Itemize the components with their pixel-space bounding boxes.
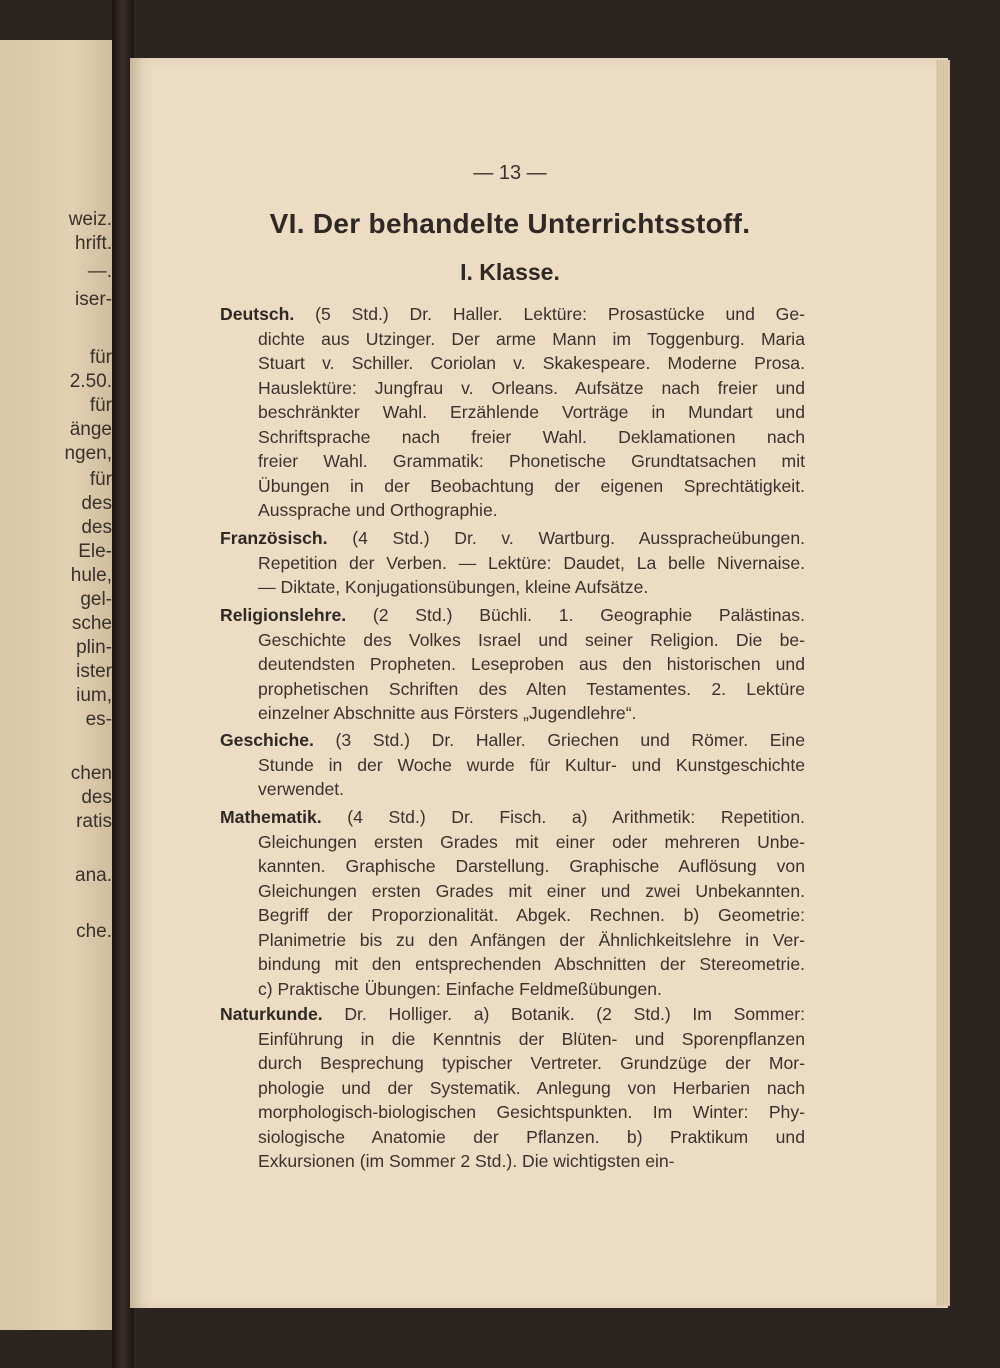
left-page-fragment: des — [81, 517, 112, 538]
left-page-fragment: 2.50. — [69, 371, 112, 392]
line-text: Repetition der Verben. — Lektüre: Daudet, La belle Nivernaise. — [258, 552, 805, 573]
left-page-fragment: des — [81, 493, 112, 514]
line-text: Schriftsprache nach freier Wahl. Deklamationen nach — [258, 426, 805, 447]
line-text: c) Praktische Übungen: Einfache Feldmeßübungen. — [258, 978, 662, 999]
left-page-fragment: sche — [71, 613, 112, 634]
line-text: kannten. Graphische Darstellung. Graphische Auflösung von — [258, 856, 805, 876]
left-page-fragment: ngen, — [64, 443, 112, 464]
line-text: Planimetrie bis zu den Anfängen der Ähnlichkeitslehre in Ver- — [258, 929, 805, 950]
subject-section — [220, 1002, 805, 1174]
line-text: verwendet. — [258, 779, 345, 799]
left-page-fragment: weiz. — [68, 209, 112, 230]
text-line — [220, 498, 805, 523]
text-line — [220, 753, 805, 778]
left-page-fragment: gel- — [80, 589, 112, 610]
left-page-fragment: es- — [85, 709, 112, 730]
text-line — [220, 603, 805, 628]
line-text: phologie und der Systematik. Anlegung von Herbarien nach — [258, 1077, 805, 1098]
text-line — [220, 830, 805, 855]
text-line — [220, 1125, 805, 1150]
line-text: freier Wahl. Grammatik: Phonetische Grundtatsachen mit — [258, 451, 805, 471]
class-title: I. Klasse. — [460, 259, 560, 285]
text-line — [220, 400, 805, 425]
line-text: beschränkter Wahl. Erzählende Vorträge in Mundart und — [258, 402, 805, 422]
line-text: (5 Std.) Dr. Haller. Lektüre: Prosastücke und Ge- — [294, 304, 805, 324]
subject-heading: Mathematik. — [220, 807, 322, 827]
text-line — [220, 1076, 805, 1101]
left-page-fragment: iser- — [75, 289, 112, 310]
line-text: Begriff der Proporzionalität. Abgek. Rechnen. b) Geometrie: — [258, 905, 805, 925]
line-text: Stuart v. Schiller. Coriolan v. Skakespeare. Moderne Prosa. — [258, 353, 805, 373]
line-text: Hauslektüre: Jungfrau v. Orleans. Aufsätze nach freier und — [258, 377, 805, 398]
text-line — [220, 526, 805, 551]
text-line — [220, 474, 805, 499]
subject-section — [220, 526, 805, 600]
left-page-fragment: für — [89, 469, 112, 490]
subject-heading: Naturkunde. — [220, 1004, 323, 1024]
text-line — [220, 728, 805, 753]
text-line — [220, 449, 805, 474]
line-text: einzelner Abschnitte aus Försters „Jugendlehre“. — [258, 703, 637, 723]
line-text: Dr. Holliger. a) Botanik. (2 Std.) Im Sommer: — [322, 1004, 805, 1024]
line-text: prophetischen Schriften des Alten Testamentes. 2. Lektüre — [258, 678, 805, 699]
left-page-fragment: ium, — [76, 685, 112, 706]
text-line — [220, 952, 805, 977]
left-page-fragment: —. — [87, 261, 112, 282]
line-text: (2 Std.) Büchli. 1. Geographie Palästinas. — [346, 605, 805, 625]
left-page-fragment: chen — [70, 763, 112, 784]
line-text: Gleichungen ersten Grades mit einer und zwei Unbekannten. — [258, 880, 805, 901]
text-line — [220, 1100, 805, 1125]
page-number: — 13 — — [473, 162, 547, 184]
subject-heading: Religionslehre. — [220, 605, 347, 625]
line-text: durch Besprechung typischer Vertreter. Grundzüge der Mor- — [258, 1053, 805, 1073]
text-line — [220, 854, 805, 879]
text-line — [220, 652, 805, 677]
left-page-fragment: plin- — [76, 637, 112, 658]
text-line — [220, 977, 805, 1002]
chapter-title: VI. Der behandelte Unterrichtsstoff. — [269, 208, 751, 239]
subject-heading: Geschiche. — [220, 730, 314, 750]
text-line — [220, 1051, 805, 1076]
subject-heading: Französisch. — [220, 528, 328, 548]
left-page-fragment: ratis — [76, 811, 112, 832]
subject-section — [220, 302, 805, 523]
line-text: (4 Std.) Dr. v. Wartburg. Ausspracheübungen. — [327, 528, 805, 548]
text-line — [220, 677, 805, 702]
line-text: Exkursionen (im Sommer 2 Std.). Die wichtigsten ein- — [258, 1151, 675, 1171]
left-page-fragment: ana. — [75, 865, 112, 886]
text-line — [220, 805, 805, 830]
text-line — [220, 903, 805, 928]
left-page-fragment: che. — [76, 921, 112, 942]
left-page-fragment: des — [81, 787, 112, 808]
line-text: bindung mit den entsprechenden Abschnitten der Stereometrie. — [258, 954, 805, 974]
line-text: (4 Std.) Dr. Fisch. a) Arithmetik: Repetition. — [321, 807, 805, 827]
line-text: — Diktate, Konjugationsübungen, kleine Aufsätze. — [258, 577, 649, 597]
text-line — [220, 425, 805, 450]
line-text: Geschichte des Volkes Israel und seiner Religion. Die be- — [258, 629, 805, 650]
subject-heading: Deutsch. — [220, 304, 295, 324]
text-line — [220, 701, 805, 726]
line-text: Übungen in der Beobachtung der eigenen Sprechtätigkeit. — [258, 475, 805, 496]
text-line — [220, 628, 805, 653]
text-line — [220, 1002, 805, 1027]
subject-section — [220, 603, 805, 726]
text-line — [220, 351, 805, 376]
text-line — [220, 327, 805, 352]
text-line — [220, 928, 805, 953]
line-text: (3 Std.) Dr. Haller. Griechen und Römer. Eine — [313, 730, 805, 750]
line-text: Aussprache und Orthographie. — [258, 500, 498, 520]
text-line — [220, 302, 805, 327]
left-page-fragment: für — [89, 395, 112, 416]
text-line — [220, 1027, 805, 1052]
text-line — [220, 1149, 805, 1174]
left-page-fragment: ister — [76, 661, 112, 682]
left-page-fragment: für — [89, 347, 112, 368]
line-text: Einführung in die Kenntnis der Blüten- und Sporenpflanzen — [258, 1028, 805, 1049]
subject-section — [220, 805, 805, 1001]
line-text: dichte aus Utzinger. Der arme Mann im Toggenburg. Maria — [258, 328, 805, 349]
page-edge — [936, 60, 950, 1306]
text-line — [220, 575, 805, 600]
left-page-fragment: hrift. — [75, 233, 112, 254]
text-line — [220, 376, 805, 401]
line-text: morphologisch-biologischen Gesichtspunkten. Im Winter: Phy- — [258, 1102, 805, 1122]
text-line — [220, 777, 805, 802]
text-line — [220, 879, 805, 904]
left-page-fragment: änge — [69, 419, 112, 440]
line-text: deutendsten Propheten. Leseproben aus den historischen und — [258, 654, 805, 674]
line-text: Gleichungen ersten Grades mit einer oder mehreren Unbe- — [258, 831, 805, 852]
line-text: siologische Anatomie der Pflanzen. b) Praktikum und — [258, 1126, 805, 1147]
left-page-fragment: Ele- — [78, 541, 112, 562]
left-page-fragment: hule, — [70, 565, 112, 586]
text-line — [220, 551, 805, 576]
subject-section — [220, 728, 805, 802]
line-text: Stunde in der Woche wurde für Kultur- und Kunstgeschichte — [258, 754, 805, 775]
